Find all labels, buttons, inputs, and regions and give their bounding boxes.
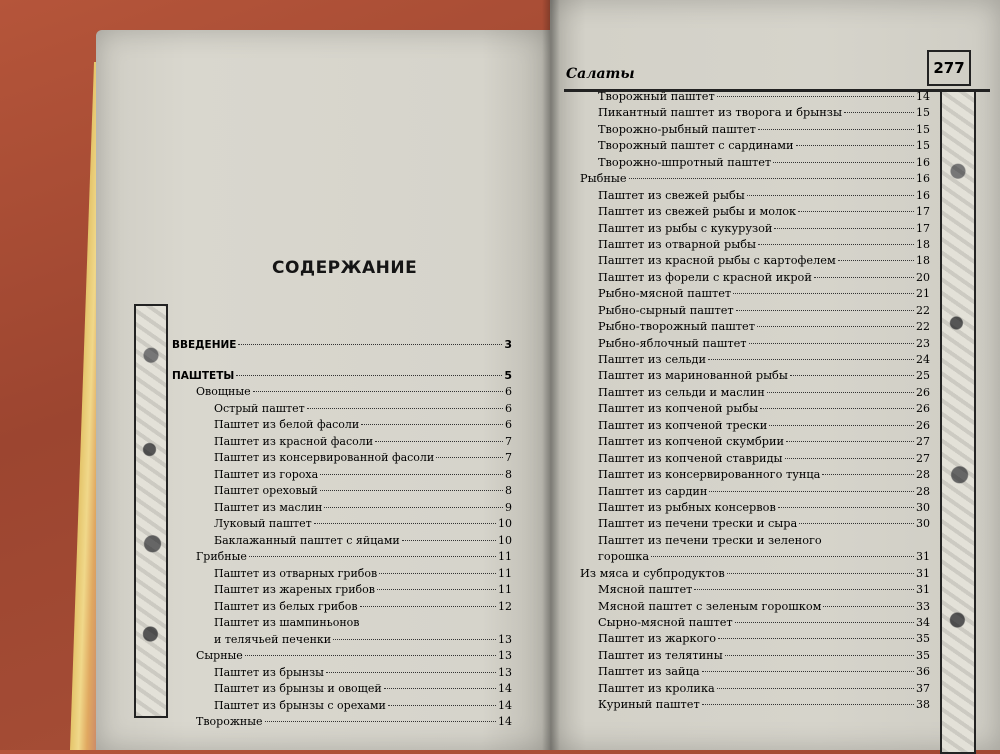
dot-leader [361,424,503,425]
toc-entry [580,517,930,533]
toc-entry [580,550,930,566]
toc-entry-page: 16 [916,188,930,202]
toc-entry-page: 17 [916,205,930,219]
toc-entry-page: 24 [916,353,930,366]
dot-leader [733,293,914,294]
toc-entry-page: 21 [916,287,930,301]
dot-leader [844,112,914,113]
toc-entry [172,468,512,485]
toc-entry-label: Паштет ореховый [214,484,318,497]
toc-entry-page: 6 [505,401,512,415]
toc-entry-page: 13 [498,649,512,662]
toc-entry-page: 11 [498,550,512,563]
toc-entry-page: 27 [916,435,930,449]
toc-entry [580,435,930,451]
toc-entry-label: Паштет из жареных грибов [214,583,375,596]
toc-entry-page: 13 [498,632,512,646]
toc-list-left [172,338,512,732]
toc-entry-page: 20 [916,270,930,284]
toc-entry-label: Паштет из копченой скумбрии [598,435,785,449]
toc-entry-label: Острый паштет [214,401,305,415]
toc-entry-label: горошка [598,550,650,564]
dot-leader [651,556,914,557]
toc-entry-label: Паштет из жаркого [598,632,717,646]
toc-entry-label: Паштет из кролика [598,681,715,695]
dot-leader [778,507,914,508]
dot-leader [388,705,496,706]
toc-entry [580,254,930,270]
toc-entry [580,222,930,238]
toc-entry-page: 30 [916,517,930,531]
food-illustration-border-left [134,304,168,718]
toc-entry-label: Рыбно-мясной паштет [598,287,732,301]
toc-entry [580,320,930,336]
dot-leader [785,458,914,459]
toc-entry [580,665,930,681]
toc-entry [172,402,512,419]
toc-entry-page: 18 [916,237,930,251]
dot-leader [747,195,914,196]
dot-leader [823,606,914,607]
dot-leader [377,589,496,590]
toc-entry [172,517,512,534]
toc-entry [172,501,512,518]
toc-entry-label: Из мяса и субпродуктов [580,566,725,580]
toc-entry-page: 15 [916,139,930,153]
dot-leader [796,145,914,146]
toc-entry [580,353,930,369]
toc-entry-page: 11 [498,583,512,596]
toc-entry-label: Рыбно-яблочный паштет [598,336,747,350]
toc-entry-page: 16 [916,172,930,186]
toc-entry-label: Пикантный паштет из творога и брынзы [598,106,842,120]
dot-leader [799,523,914,524]
dot-leader [838,260,914,261]
dot-leader [767,392,914,393]
dot-leader [324,507,503,508]
dot-leader [326,672,496,673]
toc-entry [580,567,930,583]
dot-leader [360,606,496,607]
dot-leader [760,408,914,409]
dot-leader [757,326,914,327]
toc-entry [172,435,512,452]
toc-entry-label: Творожно-шпротный паштет [598,155,772,169]
toc-entry-page: 22 [916,303,930,317]
dot-leader [249,556,496,557]
toc-entry [172,649,512,666]
toc-entry-label: Куриный паштет [598,698,700,712]
toc-entry-label: Творожный паштет с сардинами [598,139,794,153]
dot-leader [436,457,503,458]
dot-leader [798,211,914,212]
dot-leader [333,639,496,640]
toc-entry-label: Паштет из консервированного тунца [598,468,821,482]
toc-entry-label: Паштет из сельди и маслин [598,385,765,399]
contents-title: СОДЕРЖАНИЕ [272,258,418,278]
dot-leader [717,688,914,689]
dot-leader [702,704,914,705]
toc-entry-page: 30 [916,500,930,514]
dot-leader [774,228,914,229]
toc-entry-page: 10 [498,533,512,547]
toc-entry-page: 14 [498,698,512,712]
toc-entry-label: Паштет из белой фасоли [214,418,360,431]
dot-leader [320,474,503,475]
toc-entry-page: 11 [498,566,512,580]
toc-entry-page: 8 [505,467,512,481]
toc-entry [172,616,512,633]
toc-entry-label: Паштет из брынзы [214,665,324,679]
dot-leader [749,343,914,344]
toc-entry-page: 22 [916,320,930,334]
toc-entry-page: 17 [916,221,930,235]
toc-entry [172,699,512,716]
toc-entry-label: Паштет из копченой трески [598,418,768,432]
toc-entry-page: 15 [916,122,930,136]
toc-entry [580,238,930,254]
toc-entry-page: 15 [916,106,930,120]
toc-entry-page: 3 [504,338,512,351]
toc-entry-page: 28 [916,484,930,498]
toc-entry-page: 35 [916,648,930,662]
toc-entry [580,106,930,122]
dot-leader [236,375,502,376]
toc-entry-page: 7 [505,434,512,448]
toc-entry-label: Паштет из рыбы с кукурузой [598,221,773,235]
toc-entry [580,189,930,205]
toc-entry [172,369,512,386]
dot-leader [735,622,914,623]
dot-leader [786,441,914,442]
toc-entry-label: Паштет из отварных грибов [214,566,378,580]
toc-entry-page: 36 [916,665,930,679]
dot-leader [769,425,914,426]
dot-leader [790,375,914,376]
dot-leader [307,408,503,409]
toc-entry-page: 25 [916,369,930,383]
dot-leader [725,655,914,656]
dot-leader [253,391,503,392]
dot-leader [736,310,914,311]
toc-entry [580,139,930,155]
toc-entry [172,633,512,650]
dot-leader [822,474,914,475]
toc-entry [172,666,512,683]
running-header: Салаты [566,66,635,82]
toc-entry [172,600,512,617]
toc-entry-label: Творожный паштет [598,90,715,103]
toc-entry-page: 8 [505,484,512,497]
toc-entry [580,205,930,221]
toc-entry [580,304,930,320]
toc-entry [580,501,930,517]
dot-leader [758,129,914,130]
toc-entry-page: 6 [505,418,512,431]
toc-entry-label: Луковый паштет [214,517,312,530]
toc-entry-label: Рыбно-сырный паштет [598,303,734,317]
toc-entry-label: Паштет из брынзы и овощей [214,682,382,695]
dot-leader [238,344,502,345]
dot-leader [402,540,496,541]
toc-entry-label: Паштет из печени трески и зеленого [598,533,822,547]
dot-leader [384,688,496,689]
toc-entry-label: Паштет из красной фасоли [214,434,374,448]
toc-entry-label: Рыбно-творожный паштет [598,320,755,334]
toc-entry [172,385,512,402]
toc-entry-page: 13 [498,665,512,679]
toc-entry-label: Овощные [196,385,251,398]
dot-leader [727,573,914,574]
toc-entry [580,649,930,665]
toc-entry [580,682,930,698]
toc-entry [580,485,930,501]
toc-entry-label: Мясной паштет с зеленым горошком [598,599,822,613]
toc-entry-page: 18 [916,254,930,268]
food-illustration-border-right [940,90,976,754]
toc-entry-page: 23 [916,336,930,350]
toc-entry [172,451,512,468]
dot-leader [375,441,503,442]
toc-entry-label: Паштет из гороха [214,467,319,481]
toc-entry-label: Баклажанный паштет с яйцами [214,533,400,547]
toc-entry-page: 6 [505,385,512,398]
toc-entry [172,484,512,501]
dot-leader [708,359,914,360]
toc-entry-page: 34 [916,616,930,629]
page-number: 277 [927,50,971,86]
toc-entry-label: Паштет из свежей рыбы и молок [598,205,797,219]
toc-entry-page: 26 [916,385,930,399]
book-gutter [542,0,560,750]
toc-entry-page: 26 [916,418,930,432]
dot-leader [314,523,496,524]
dot-leader [245,655,496,656]
toc-entry [580,123,930,139]
toc-entry [580,271,930,287]
toc-entry [172,715,512,732]
dot-leader [265,721,496,722]
toc-entry [580,698,930,714]
toc-entry [172,567,512,584]
toc-entry [172,583,512,600]
toc-entry-label: Сырные [196,649,243,662]
toc-entry-page: 7 [505,451,512,464]
toc-entry [172,418,512,435]
toc-entry-page: 10 [498,517,512,530]
toc-entry [580,90,930,106]
toc-entry [580,337,930,353]
toc-entry [172,534,512,551]
toc-entry-label: Паштет из печени трески и сыра [598,517,798,531]
dot-leader [814,277,914,278]
toc-entry-page: 14 [498,682,512,695]
toc-entry [580,468,930,484]
toc-entry-page: 26 [916,402,930,416]
toc-entry-page: 14 [498,715,512,728]
toc-entry-page: 31 [916,583,930,597]
toc-entry [580,402,930,418]
toc-entry-label: Паштет из маслин [214,500,323,514]
toc-entry-label: Паштет из отварной рыбы [598,237,756,251]
toc-entry-label: Творожно-рыбный паштет [598,122,756,136]
toc-entry-label: Паштет из копченой рыбы [598,402,759,416]
toc-entry-label: Грибные [196,550,247,563]
toc-entry-label: Паштет из зайца [598,665,700,679]
toc-entry-page: 9 [505,500,512,514]
dot-leader [717,96,914,97]
toc-entry-label: Паштет из консервированной фасоли [214,451,435,464]
toc-entry-label: и телячьей печенки [214,632,332,646]
toc-entry-label: Паштет из шампиньонов [214,616,360,629]
toc-entry [172,682,512,699]
dot-leader [629,178,914,179]
toc-entry-page: 35 [916,632,930,646]
dot-leader [758,244,914,245]
dot-leader [718,638,914,639]
toc-entry-page: 5 [504,368,512,382]
toc-entry [580,156,930,172]
toc-entry [580,534,930,550]
toc-entry [580,386,930,402]
toc-entry-label: Паштет из сельди [598,353,706,366]
toc-entry [580,632,930,648]
toc-entry-label: Паштет из свежей рыбы [598,188,745,202]
toc-entry [580,172,930,188]
toc-entry-page: 31 [916,566,930,580]
toc-entry-label: Сырно-мясной паштет [598,616,733,629]
toc-entry-page: 27 [916,451,930,465]
toc-entry-label: Паштет из форели с красной икрой [598,270,812,284]
toc-entry-label: Паштет из сардин [598,484,708,498]
toc-entry-label: Паштет из телятины [598,648,723,662]
toc-entry-page: 16 [916,155,930,169]
toc-entry-page: 12 [498,599,512,613]
dot-leader [773,162,914,163]
toc-entry-label: Мясной паштет [598,583,693,597]
toc-entry-label: ВВЕДЕНИЕ [172,339,237,351]
toc-entry [580,616,930,632]
dot-leader [320,490,503,491]
toc-entry-page: 28 [916,468,930,482]
toc-entry-page: 37 [916,681,930,695]
toc-entry-label: Паштет из рыбных консервов [598,500,776,514]
toc-entry-label: Рыбные [580,172,627,186]
toc-entry [580,369,930,385]
toc-entry-label: Паштет из белых грибов [214,599,358,613]
dot-leader [709,491,914,492]
dot-leader [702,671,914,672]
toc-entry-label: Паштет из копченой ставриды [598,451,783,465]
toc-entry-label: Паштет из брынзы с орехами [214,698,386,712]
toc-entry-label: Паштет из маринованной рыбы [598,369,788,383]
toc-entry [580,583,930,599]
toc-entry [580,452,930,468]
toc-entry-page: 14 [916,90,930,103]
toc-entry-page: 31 [916,550,930,564]
dot-leader [379,573,496,574]
toc-entry-page: 38 [916,698,930,712]
toc-entry [580,419,930,435]
toc-list-right [580,90,930,715]
toc-entry [172,550,512,567]
toc-entry [172,338,512,355]
toc-entry-label: Творожные [196,715,263,728]
dot-leader [694,589,914,590]
toc-entry-page: 33 [916,599,930,613]
toc-entry [580,600,930,616]
toc-entry-label: ПАШТЕТЫ [172,369,235,382]
toc-entry-label: Паштет из красной рыбы с картофелем [598,254,836,268]
toc-entry [580,287,930,303]
